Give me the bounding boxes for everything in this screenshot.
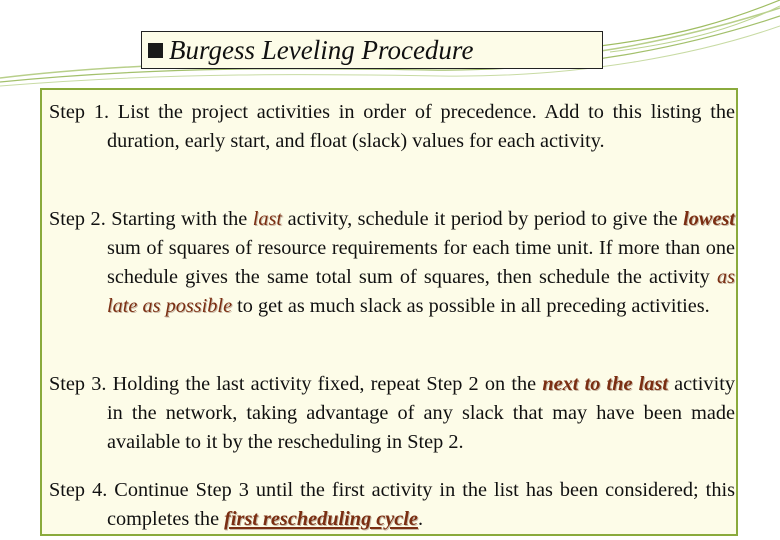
highlight-first-rescheduling-cycle: first rescheduling cycle: [224, 508, 418, 530]
step-text: activity in the network, taking advantage of any slack that may have been made available to it by the rescheduling in Step 2.: [107, 373, 735, 453]
step-text: . Holding the last activity fixed, repeat Step 2 on the: [101, 373, 543, 395]
step-text: . Continue Step 3 until the first activity in the list has been considered; this completes the: [102, 479, 735, 530]
step-text: . List the project activities in order of precedence. Add to this listing the duration, early start, and float (slack) values for each activity.: [103, 101, 735, 152]
step-3: [49, 370, 735, 457]
step-text: sum of squares of resource requirements for each time unit. If more than one schedule gives the same total sum of squares, then schedule the activity: [107, 237, 735, 288]
step-label: Step 4: [49, 479, 103, 501]
step-label: Step 3: [49, 373, 102, 395]
step-label: Step 2: [49, 208, 101, 230]
step-text: .: [417, 508, 424, 530]
step-1: [49, 98, 735, 156]
highlight-lowest: lowest: [683, 208, 735, 230]
page-title: Burgess Leveling Procedure: [169, 34, 474, 65]
step-text: . Starting with the: [100, 208, 253, 230]
title-box: [141, 31, 603, 69]
content-panel: [40, 88, 738, 536]
highlight-as-late-as-possible: as late as possible: [107, 266, 735, 317]
step-text: activity, schedule it period by period to give the: [282, 208, 684, 230]
step-label: Step 1: [49, 101, 104, 123]
step-4: [49, 476, 735, 534]
step-2: [49, 205, 735, 321]
highlight-next-to-the-last: next to the last: [542, 373, 668, 395]
step-text: to get as much slack as possible in all preceding activities.: [232, 295, 710, 317]
highlight-last: last: [252, 208, 283, 230]
square-bullet-icon: [148, 43, 163, 58]
